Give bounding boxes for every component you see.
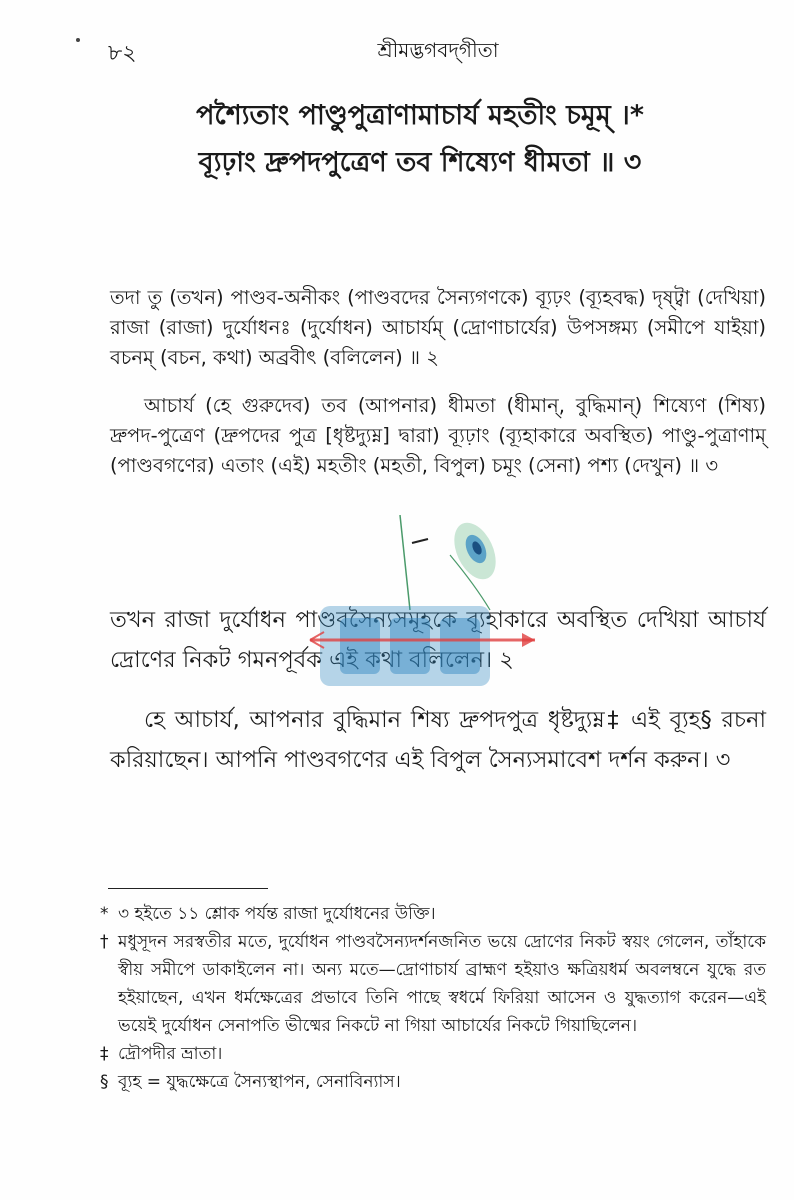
footnote-mark: *: [100, 904, 109, 924]
running-title: শ্রীমদ্ভগবদ্‌গীতা: [377, 38, 499, 62]
page-header: [108, 36, 768, 66]
word-meaning-paragraph: তদা তু (তখন) পাণ্ডব-অনীকং (পাণ্ডবদের সৈন্যগণকে) ব্যূঢ়ং (ব্যূহবদ্ধ) দৃষ্ট্বা (দেখিয়া) রাজা (রাজা) দুর্যোধনঃ (দুর্যোধন) আচার্যম্‌ (দ্রোণাচার্যের) উপসঙ্গম্য (সমীপে যাইয়া) বচনম্‌ (বচন, কথা) অব্রবীৎ (বলিলেন) ॥ ২: [110, 286, 766, 369]
footnote: [100, 928, 766, 1040]
footnote-text: মধুসূদন সরস্বতীর মতে, দুর্যোধন পাণ্ডবসৈন্যদর্শনজনিত ভয়ে দ্রোণের নিকট স্বয়ং গেলেন, তাঁহাকে স্বীয় সমীপে ডাকাইলেন না। অন্য মতে—দ্রোণাচার্য ব্রাহ্মণ হইয়াও ক্ষত্রিয়ধর্ম অবলম্বনে যুদ্ধে রত হইয়াছেন, এখন ধর্মক্ষেত্রের প্রভাবে তিনি পাছে স্বধর্মে ফিরিয়া আসেন ও যুদ্ধত্যাগ করেন—এই ভয়েই দুর্যোধন সেনাপতি ভীষ্মের নিকটে না গিয়া আচার্যের নিকটে গিয়াছিলেন।: [118, 932, 766, 1036]
footnote: [100, 1040, 766, 1068]
footnote: [100, 1068, 766, 1096]
verse-line-1: পশ্যৈতাং পাণ্ডুপুত্রাণামাচার্য মহতীং চমূম্‌ ।*: [196, 100, 644, 131]
print-speck: [76, 38, 80, 42]
footnote-mark: †: [100, 932, 109, 952]
footnote-text: দ্রৌপদীর ভ্রাতা।: [118, 1044, 223, 1064]
sanskrit-verse: [100, 92, 740, 186]
footnotes: [100, 900, 766, 1096]
watermark-logo-icon: [300, 596, 550, 706]
page-number: ৮২: [108, 41, 137, 66]
footnote-text: ব্যূহ = যুদ্ধক্ষেত্রে সৈন্যস্থাপন, সেনাবিন্যাস।: [118, 1072, 401, 1092]
footnote: [100, 900, 766, 928]
word-meaning-paragraph: আচার্য (হে গুরুদেব) তব (আপনার) ধীমতা (ধীমান্‌, বুদ্ধিমান্‌) শিষ্যেণ (শিষ্য) দ্রুপদ-পুত্রেণ (দ্রুপদের পুত্র [ধৃষ্টদ্যুম্ন] দ্বারা) ব্যূঢ়াং (ব্যূহাকারে অবস্থিত) পাণ্ডু-পুত্রাণাম্‌ (পাণ্ডবগণের) এতাং (এই) মহতীং (মহতী, বিপুল) চমূং (সেনা) পশ্য (দেখুন) ॥ ৩: [110, 394, 766, 477]
translation-paragraph: তখন রাজা দুর্যোধন পাণ্ডবসৈন্যসমূহকে ব্যূহাকারে অবস্থিত দেখিয়া আচার্য দ্রোণের নিকট গমনপূর্বক এই কথা বলিলেন। ২: [110, 607, 766, 673]
translation-paragraph: হে আচার্য, আপনার বুদ্ধিমান শিষ্য দ্রুপদপুত্র ধৃষ্টদ্যুম্ন‡ এই ব্যূহ§ রচনা করিয়াছেন। আপনি পাণ্ডবগণের এই বিপুল সৈন্যসমাবেশ দর্শন করুন। ৩: [110, 707, 766, 773]
footnote-mark: ‡: [100, 1044, 109, 1064]
footnote-text: ৩ হইতে ১১ শ্লোক পর্যন্ত রাজা দুর্যোধনের উক্তি।: [118, 904, 436, 924]
word-meanings: [110, 283, 766, 499]
footnote-mark: §: [100, 1072, 109, 1092]
verse-line-2: ব্যূঢ়াং দ্রুপদপুত্রেণ তব শিষ্যেণ ধীমতা ॥ ৩: [198, 147, 642, 178]
footnote-divider: [108, 888, 268, 889]
